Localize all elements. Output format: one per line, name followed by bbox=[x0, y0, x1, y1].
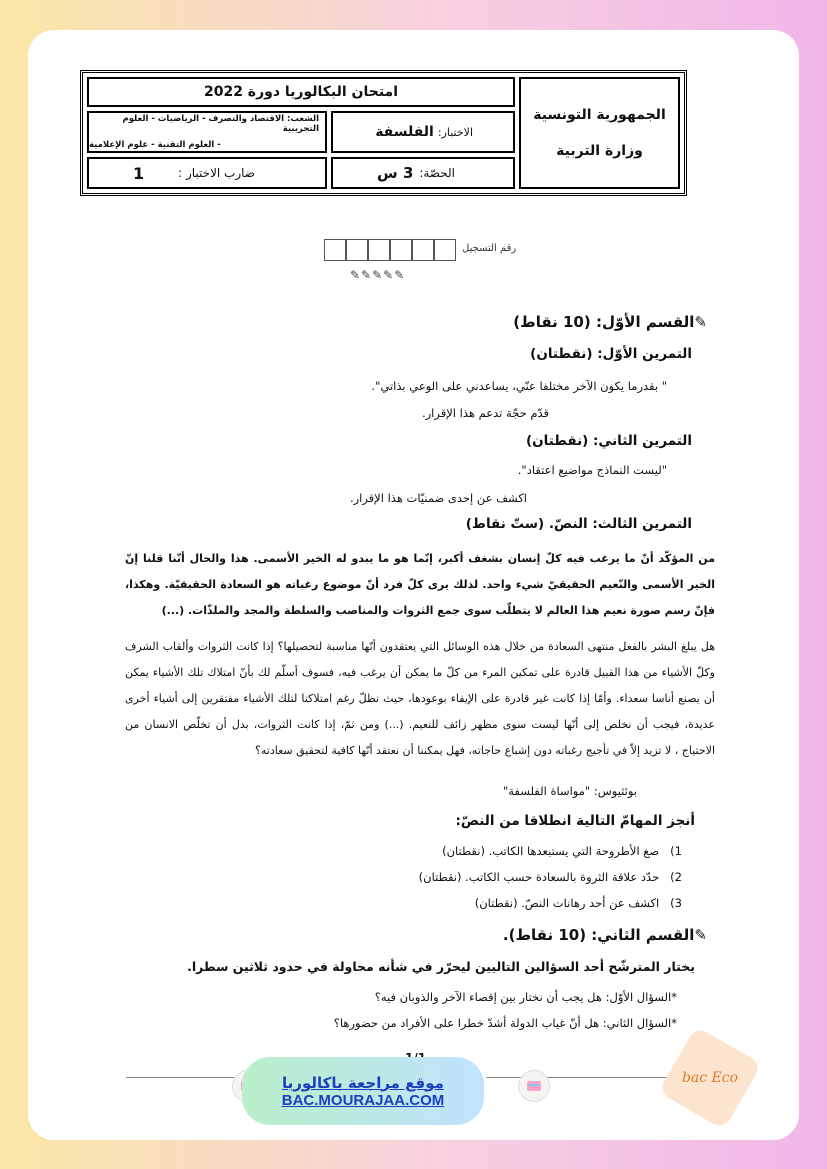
republic-cell bbox=[519, 77, 680, 189]
duration-value: 3 س bbox=[377, 164, 414, 182]
coefficient-label: ضارب الاختبار : bbox=[178, 166, 255, 180]
exercise-2-quote: "ليست النماذج مواضيع اعتقاد". bbox=[517, 463, 667, 477]
test-subject: الفلسفة bbox=[375, 124, 434, 140]
text-paragraph-1: من المؤكّد أنّ ما يرغب فيه كلّ إنسان بشغف أكبر، إنّما هو ما يبدو له الخير الأسمى. هذا والحال أنّنا قلنا إنّ الخير الأسمى والنّعيم الحقيقيّ شيء واحد. لذلك يرى كلّ فرد أنّ موضوع رغباته هو السعادة الحقيقيّة. وهكذا، فإنّ رسم صورة نعيم هذا العالم لا يتطلّب سوى جمع الثروات والمناصب والسلطة والمجد والملذّات. (...) bbox=[125, 552, 715, 617]
question-2: *السؤال الثاني: هل أنّ غياب الدولة أشدّ خطرا على الأفراد من حضورها؟ bbox=[333, 1016, 677, 1030]
text-paragraph-2: هل يبلغ البشر بالفعل منتهى السعادة من خلال هذه الوسائل التي يعتقدون أنّها مناسبة لتحصيلها؟ إذا كانت الثروات وألقاب الشرف وكلّ الأشياء من هذا القبيل قادرة على تمكين المرء من كلّ ما يمكن أن يرغب فيه، فسوف أسلّم لك بأنّ امتلاك تلك الأشياء يمكن أن يصنع أناسا سعداء. وأمّا إذا كانت غير قادرة على الإيفاء بوعودها، حيث نظلّ رغم امتلاكنا لتلك الأشياء مفتقرين إلى أشياء أخرى عديدة، فيجب أن نخلص إلى أنّها ليست سوى مظهر زائف للنعيم. (...) ومن ثمّ، إذا كانت الثروات، بدل أن تخلّص الانسان من الاحتياج ، لا تزيد إلاّ في تأجيج رغباته دون إشباع حاجاته، فهل يمكننا أن نعتقد أنّها كافية لتحقيق سعادته؟ bbox=[125, 640, 715, 757]
test-label: الاختبار: bbox=[437, 125, 473, 139]
exam-header-table bbox=[80, 70, 687, 196]
bac-eco-badge: bac Eco bbox=[681, 1070, 739, 1086]
section-1-title: ✎القسم الأوّل: (10 نقاط) bbox=[513, 313, 707, 331]
section-2-title: ✎القسم الثاني: (10 نقاط). bbox=[502, 926, 707, 944]
ministry-name: وزارة التربية bbox=[556, 143, 643, 159]
exam-session: امتحان البكالوريا دورة 2022 bbox=[203, 84, 399, 100]
tasks-title: أنجز المهامّ التالية انطلاقا من النصّ: bbox=[455, 813, 695, 829]
republic-name: الجمهورية التونسية bbox=[533, 107, 666, 123]
task-item-2: 2) حدّد علاقة الثروة بالسعادة حسب الكاتب. (نقطتان) bbox=[418, 870, 682, 884]
exam-session-cell bbox=[87, 77, 515, 107]
site-logo-icon bbox=[518, 1070, 550, 1102]
site-url-link[interactable]: BAC.MOURAJAA.COM bbox=[281, 1091, 445, 1109]
exercise-2-task: اكشف عن إحدى ضمنيّات هذا الإقرار. bbox=[349, 491, 527, 505]
footer-divider-right bbox=[486, 1077, 696, 1078]
site-link-box[interactable] bbox=[242, 1057, 484, 1125]
footer-divider-left bbox=[126, 1077, 240, 1078]
branches-line-2: - العلوم التقنية - علوم الإعلامية bbox=[89, 140, 221, 150]
exercise-3-title: التمرين الثالث: النصّ. (ستّ نقاط) bbox=[465, 516, 692, 532]
registration-box[interactable] bbox=[390, 239, 412, 261]
task-item-3: 3) اكشف عن أحد رهانات النصّ. (نقطتان) bbox=[474, 896, 682, 910]
registration-label: رقم التسجيل bbox=[462, 243, 517, 254]
registration-box[interactable] bbox=[324, 239, 346, 261]
branches-cell bbox=[87, 111, 327, 153]
site-name-arabic[interactable]: موقع مراجعة باكالوريا bbox=[282, 1073, 444, 1092]
exercise-2-title: التمرين الثاني: (نقطتان) bbox=[525, 433, 692, 449]
duration-cell bbox=[331, 157, 515, 189]
pencil-icon: ✎ bbox=[694, 313, 707, 331]
registration-box[interactable] bbox=[434, 239, 456, 261]
question-1: *السؤال الأوّل: هل يجب أن نختار بين إقصاء الآخر والذوبان فيه؟ bbox=[374, 990, 677, 1004]
pencil-icon: ✎ bbox=[694, 926, 707, 944]
exercise-1-quote: " بقدرما يكون الآخر مختلفا عنّي، يساعدني على الوعي بذاتي". bbox=[371, 379, 667, 393]
exercise-1-task: قدّم حجّة تدعم هذا الإقرار. bbox=[421, 406, 549, 420]
text-source: بوئثيوس: "مواساة الفلسفة" bbox=[502, 784, 637, 798]
section-2-instruction: يختار المترشّح أحد السؤالين التاليين ليحرّر في شأنه محاولة في حدود ثلاثين سطرا. bbox=[187, 959, 695, 974]
registration-box[interactable] bbox=[346, 239, 368, 261]
registration-box[interactable] bbox=[368, 239, 390, 261]
coefficient-cell bbox=[87, 157, 327, 189]
coefficient-value: 1 bbox=[132, 163, 145, 183]
exercise-1-title: التمرين الأوّل: (نقطتان) bbox=[530, 346, 692, 362]
pencil-icons: ✎✎✎✎✎ bbox=[350, 268, 406, 282]
subject-cell bbox=[331, 111, 515, 153]
branches-line-1: الشعب: الاقتصاد والتصرف - الرياضيات - العلوم التجريبية bbox=[122, 114, 319, 134]
task-item-1: 1) صغ الأطروحة التي يستبعدها الكاتب. (نقطتان) bbox=[442, 844, 682, 858]
registration-box[interactable] bbox=[412, 239, 434, 261]
duration-label: الحصّة: bbox=[419, 166, 455, 180]
